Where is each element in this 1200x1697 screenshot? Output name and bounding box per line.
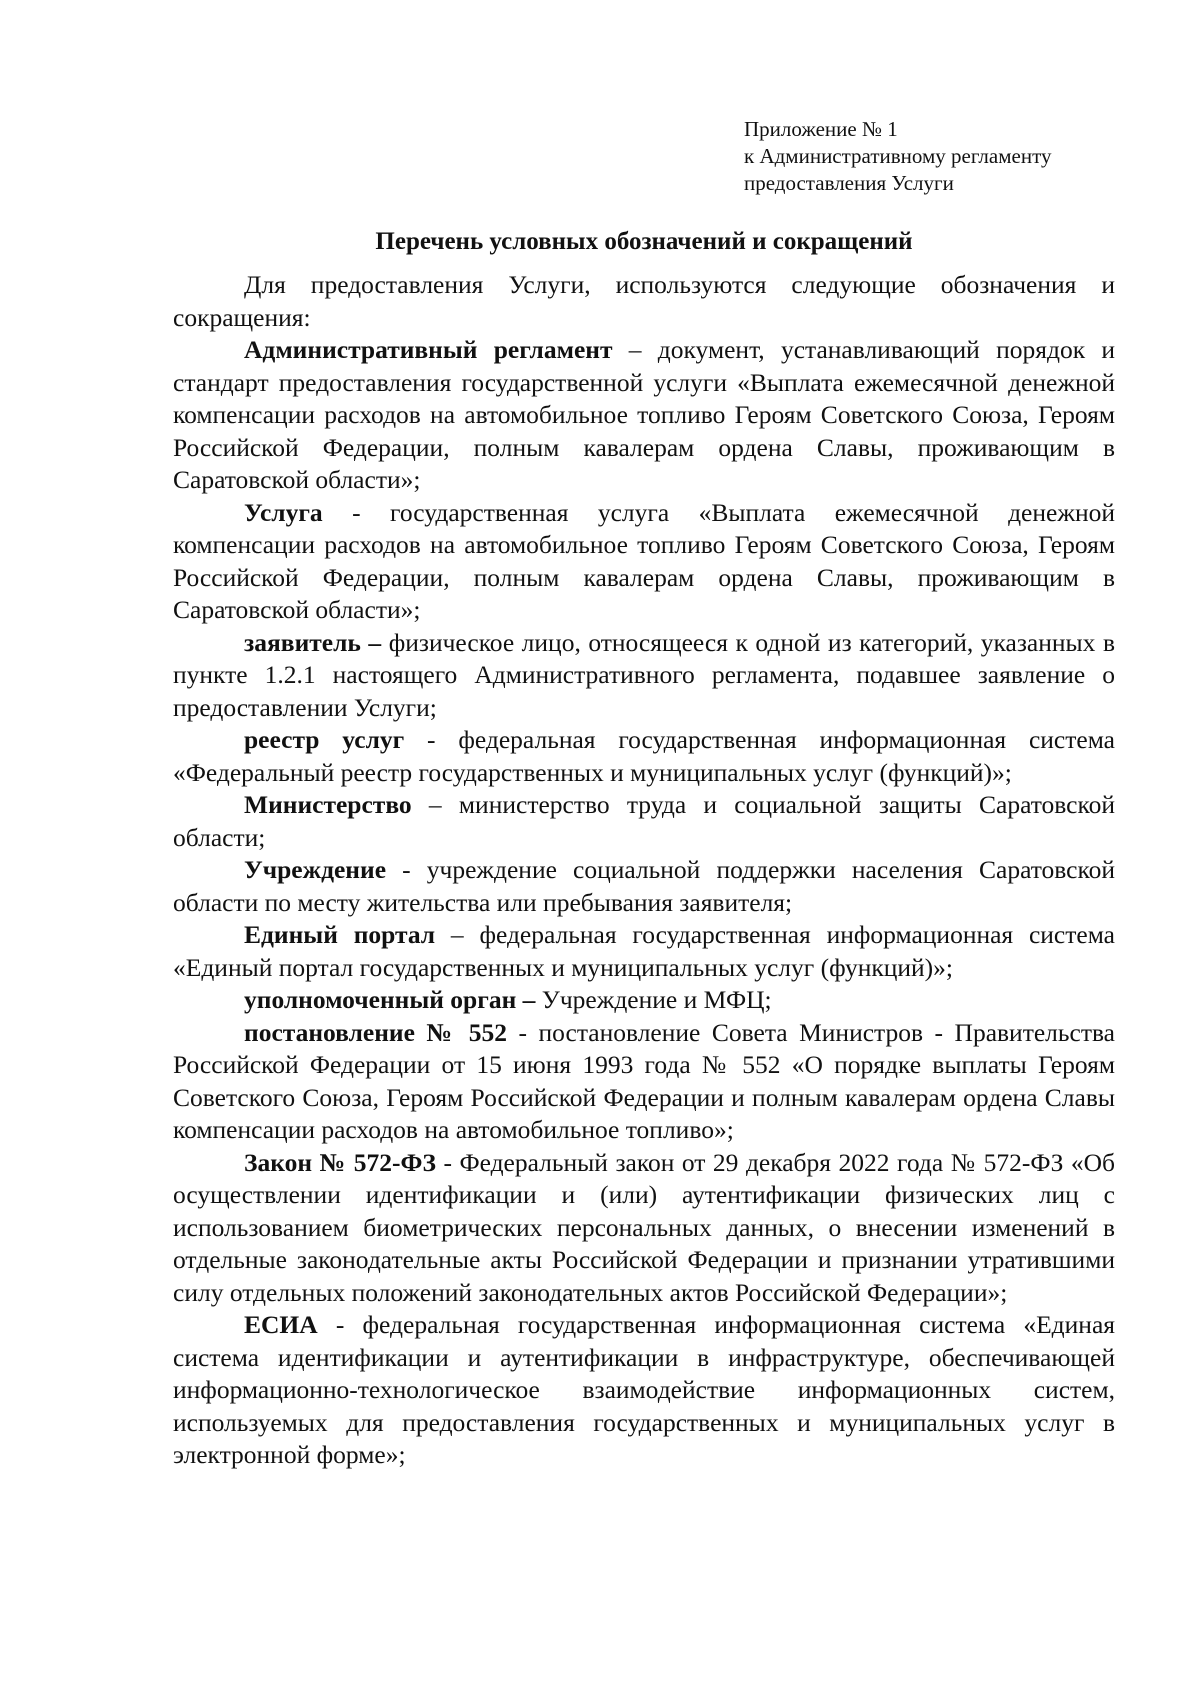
definition-law-572	[173, 1147, 1115, 1310]
definition-unified-portal	[173, 919, 1115, 984]
definition-term: Административный регламент	[244, 335, 613, 364]
definition-separator: –	[411, 790, 459, 819]
definition-term: заявитель –	[244, 627, 382, 657]
definition-text: министерство труда и социальной защиты Саратовской области;	[173, 790, 1115, 852]
definition-term: Учреждение	[244, 855, 387, 884]
definition-separator: -	[317, 1310, 363, 1339]
definition-service	[173, 497, 1115, 627]
definition-text: постановление Совета Министров - Правительства Российской Федерации от 15 июня 1993 года № 552 «О порядке выплаты Героям Советского Союза, Героям Российской Федерации и полным кавалерам ордена Славы компенсации расходов на автомобильное топливо»;	[173, 1017, 1116, 1144]
definition-term: реестр услуг	[244, 725, 405, 754]
definition-esia	[173, 1309, 1115, 1472]
definition-text: документ, устанавливающий порядок и стандарт предоставления государственной услуги «Выплата ежемесячной денежной компенсации расходов на автомобильное топливо Героям Советского Союза, Героям Российской Федерации, полным кавалерам ордена Славы, проживающим в Саратовской области»;	[173, 335, 1116, 494]
definition-text: физическое лицо, относящееся к одной из категорий, указанных в пункте 1.2.1 настоящего Административного регламента, подавшее заявление о предоставлении Услуги;	[173, 627, 1115, 722]
definition-ministry	[173, 789, 1115, 854]
appendix-header	[744, 116, 1051, 197]
definition-term: Закон № 572-ФЗ	[244, 1147, 436, 1177]
appendix-number: Приложение № 1	[744, 117, 898, 141]
definition-institution	[173, 854, 1115, 919]
definition-term: Министерство	[244, 790, 412, 819]
definition-separator: –	[612, 335, 658, 364]
definition-term: Единый портал	[244, 920, 436, 949]
definition-separator: -	[386, 855, 427, 884]
definition-authorized-body	[173, 984, 1115, 1017]
definition-service-registry	[173, 724, 1115, 789]
definition-term: постановление № 552	[244, 1017, 507, 1047]
appendix-reference: к Административному регламенту	[744, 144, 1052, 168]
definition-text: федеральная государственная информационная система «Единая система идентификации и аутентификации в инфраструктуре, обеспечивающей информационно-технологическое взаимодействие информационных систем, используемых для предоставления государственных и муниципальных услуг в электронной форме»;	[173, 1310, 1115, 1469]
definition-separator: -	[322, 497, 391, 527]
definition-text: государственная услуга «Выплата ежемесячной денежной компенсации расходов на автомобильное топливо Героям Советского Союза, Героям Российской Федерации, полным кавалерам ордена Славы, проживающим в Саратовской области»;	[173, 497, 1115, 624]
definition-text: федеральная государственная информационная система «Федеральный реестр государственных и муниципальных услуг (функций)»;	[173, 725, 1115, 787]
definition-applicant	[173, 627, 1115, 725]
definition-text: учреждение социальной поддержки населения Саратовской области по месту жительства или пребывания заявителя;	[173, 855, 1115, 917]
definition-term: ЕСИА	[244, 1310, 318, 1339]
definition-resolution-552	[173, 1017, 1115, 1147]
definition-term: уполномоченный орган –	[244, 985, 536, 1014]
definition-separator	[381, 628, 389, 657]
definition-separator: -	[506, 1017, 539, 1047]
definition-separator: –	[435, 920, 480, 949]
definition-text: федеральная государственная информационная система «Единый портал государственных и муниципальных услуг (функций)»;	[173, 920, 1115, 982]
definition-text: Учреждение и МФЦ;	[541, 985, 772, 1014]
document-body	[173, 269, 1115, 1472]
definition-separator: -	[404, 725, 459, 754]
definition-text: Федеральный закон от 29 декабря 2022 года № 572-ФЗ «Об осуществлении идентификации и (или) аутентификации физических лиц с использованием биометрических персональных данных, о внесении изменений в отдельные законодательные акты Российской Федерации и признании утратившими силу отдельных положений законодательных актов Российской Федерации»;	[173, 1147, 1115, 1307]
definition-separator: -	[435, 1147, 460, 1177]
definition-administrative-regulation	[173, 334, 1115, 497]
appendix-subject: предоставления Услуги	[744, 171, 954, 195]
intro-paragraph: Для предоставления Услуги, используются следующие обозначения и сокращения:	[173, 270, 1115, 332]
document-title: Перечень условных обозначений и сокращений	[375, 228, 913, 255]
definition-term: Услуга	[244, 497, 323, 527]
